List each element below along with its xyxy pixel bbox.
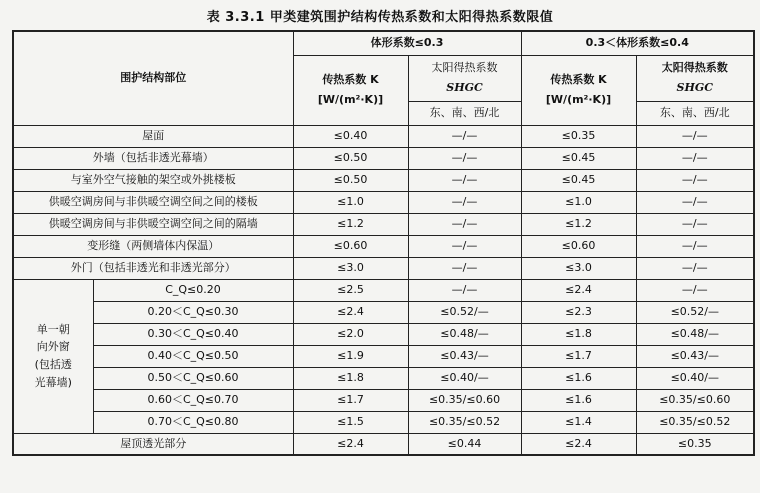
table-row [13,433,754,455]
table-row [13,125,754,147]
cell-s2: ≤0.52/— [636,301,754,323]
row-label: 外门（包括非透光和非透光部分） [13,257,293,279]
window-ratio-label: C_Q≤0.20 [93,279,293,301]
cell-k2: ≤0.60 [521,235,636,257]
cell-s2: ≤0.35/≤0.52 [636,411,754,433]
cell-k2: ≤1.2 [521,213,636,235]
cell-s1: ≤0.44 [408,433,521,455]
cell-k1: ≤2.4 [293,433,408,455]
cell-s1: —/— [408,257,521,279]
cell-s1: —/— [408,279,521,301]
cell-k1: ≤1.7 [293,389,408,411]
cell-k1: ≤2.0 [293,323,408,345]
header-s2 [636,55,754,101]
cell-s2: —/— [636,235,754,257]
cell-s2: ≤0.35/≤0.60 [636,389,754,411]
cell-s2: ≤0.43/— [636,345,754,367]
table-caption: 表 3.3.1 甲类建筑围护结构传热系数和太阳得热系数限值 [206,10,554,25]
cell-k1: ≤0.60 [293,235,408,257]
header-part: 围护结构部位 [13,31,293,125]
window-category-line: (包括透 [34,358,72,371]
cell-k2: ≤0.45 [521,169,636,191]
window-ratio-label: 0.30＜C_Q≤0.40 [93,323,293,345]
cell-s1: —/— [408,213,521,235]
row-label: 外墙（包括非透光幕墙） [13,147,293,169]
window-category-line: 单一朝 [36,322,70,336]
cell-s2: ≤0.35 [636,433,754,455]
header-k2-line2: [W/(m²·K)] [545,93,612,106]
cell-k2: ≤1.8 [521,323,636,345]
window-ratio-label: 0.70＜C_Q≤0.80 [93,411,293,433]
window-category [13,279,93,433]
cell-s1: ≤0.43/— [408,345,521,367]
cell-s1: ≤0.40/— [408,367,521,389]
window-ratio-label: 0.60＜C_Q≤0.70 [93,389,293,411]
cell-s1: —/— [408,191,521,213]
cell-s2: ≤0.40/— [636,367,754,389]
header-group1: 体形系数≤0.3 [293,31,521,55]
cell-s2: —/— [636,125,754,147]
cell-k1: ≤0.50 [293,169,408,191]
table-row [13,411,754,433]
cell-k1: ≤2.5 [293,279,408,301]
row-label: 与室外空气接触的架空或外挑楼板 [13,169,293,191]
cell-k1: ≤0.40 [293,125,408,147]
header-s1-line2: SHGC [446,81,483,94]
header-k1-line1: 传热系数 K [322,73,379,87]
cell-k1: ≤2.4 [293,301,408,323]
cell-s2: —/— [636,191,754,213]
cell-k1: ≤1.2 [293,213,408,235]
header-s2-line2: SHGC [676,81,714,94]
cell-s1: ≤0.35/≤0.52 [408,411,521,433]
cell-s2: —/— [636,169,754,191]
cell-k1: ≤1.9 [293,345,408,367]
cell-k2: ≤1.7 [521,345,636,367]
cell-s1: —/— [408,169,521,191]
table-row [13,367,754,389]
table-row [13,147,754,169]
cell-k1: ≤1.0 [293,191,408,213]
cell-k2: ≤2.4 [521,433,636,455]
cell-s1: —/— [408,125,521,147]
cell-s1: —/— [408,235,521,257]
cell-k2: ≤0.35 [521,125,636,147]
cell-k2: ≤1.6 [521,367,636,389]
header-row-1 [13,31,754,55]
cell-s2: ≤0.48/— [636,323,754,345]
header-orient1: 东、南、西/北 [408,101,521,125]
table-row [13,323,754,345]
cell-k2: ≤1.0 [521,191,636,213]
cell-s2: —/— [636,257,754,279]
cell-s1: ≤0.52/— [408,301,521,323]
row-label: 变形缝（两侧墙体内保温） [13,235,293,257]
table-row [13,169,754,191]
cell-k2: ≤2.3 [521,301,636,323]
window-category-line: 光幕墙) [34,375,72,389]
row-label: 屋面 [13,125,293,147]
row-label: 屋顶透光部分 [13,433,293,455]
limits-table [12,30,755,456]
table-row [13,191,754,213]
header-k1 [293,55,408,125]
cell-s1: —/— [408,147,521,169]
header-k2 [521,55,636,125]
table-row [13,389,754,411]
header-s1 [408,55,521,101]
cell-k1: ≤3.0 [293,257,408,279]
header-s2-line1: 太阳得热系数 [661,61,728,75]
header-s1-line1: 太阳得热系数 [431,61,498,75]
cell-k2: ≤1.6 [521,389,636,411]
cell-s1: ≤0.35/≤0.60 [408,389,521,411]
header-k2-line1: 传热系数 K [550,73,607,87]
window-ratio-label: 0.20＜C_Q≤0.30 [93,301,293,323]
table-row [13,213,754,235]
cell-s2: —/— [636,279,754,301]
header-group2: 0.3＜体形系数≤0.4 [521,31,754,55]
cell-s2: —/— [636,213,754,235]
cell-s1: ≤0.48/— [408,323,521,345]
table-row [13,301,754,323]
cell-k2: ≤3.0 [521,257,636,279]
header-orient2: 东、南、西/北 [636,101,754,125]
cell-k2: ≤1.4 [521,411,636,433]
table-row [13,257,754,279]
cell-k1: ≤1.8 [293,367,408,389]
table-row [13,279,754,301]
cell-s2: —/— [636,147,754,169]
header-k1-line2: [W/(m²·K)] [317,93,384,106]
cell-k2: ≤2.4 [521,279,636,301]
window-category-line: 向外窗 [36,340,70,354]
table-row [13,235,754,257]
row-label: 供暖空调房间与非供暖空调空间之间的楼板 [13,191,293,213]
table-row [13,345,754,367]
cell-k1: ≤1.5 [293,411,408,433]
cell-k1: ≤0.50 [293,147,408,169]
window-ratio-label: 0.50＜C_Q≤0.60 [93,367,293,389]
window-ratio-label: 0.40＜C_Q≤0.50 [93,345,293,367]
cell-k2: ≤0.45 [521,147,636,169]
row-label: 供暖空调房间与非供暖空调空间之间的隔墙 [13,213,293,235]
